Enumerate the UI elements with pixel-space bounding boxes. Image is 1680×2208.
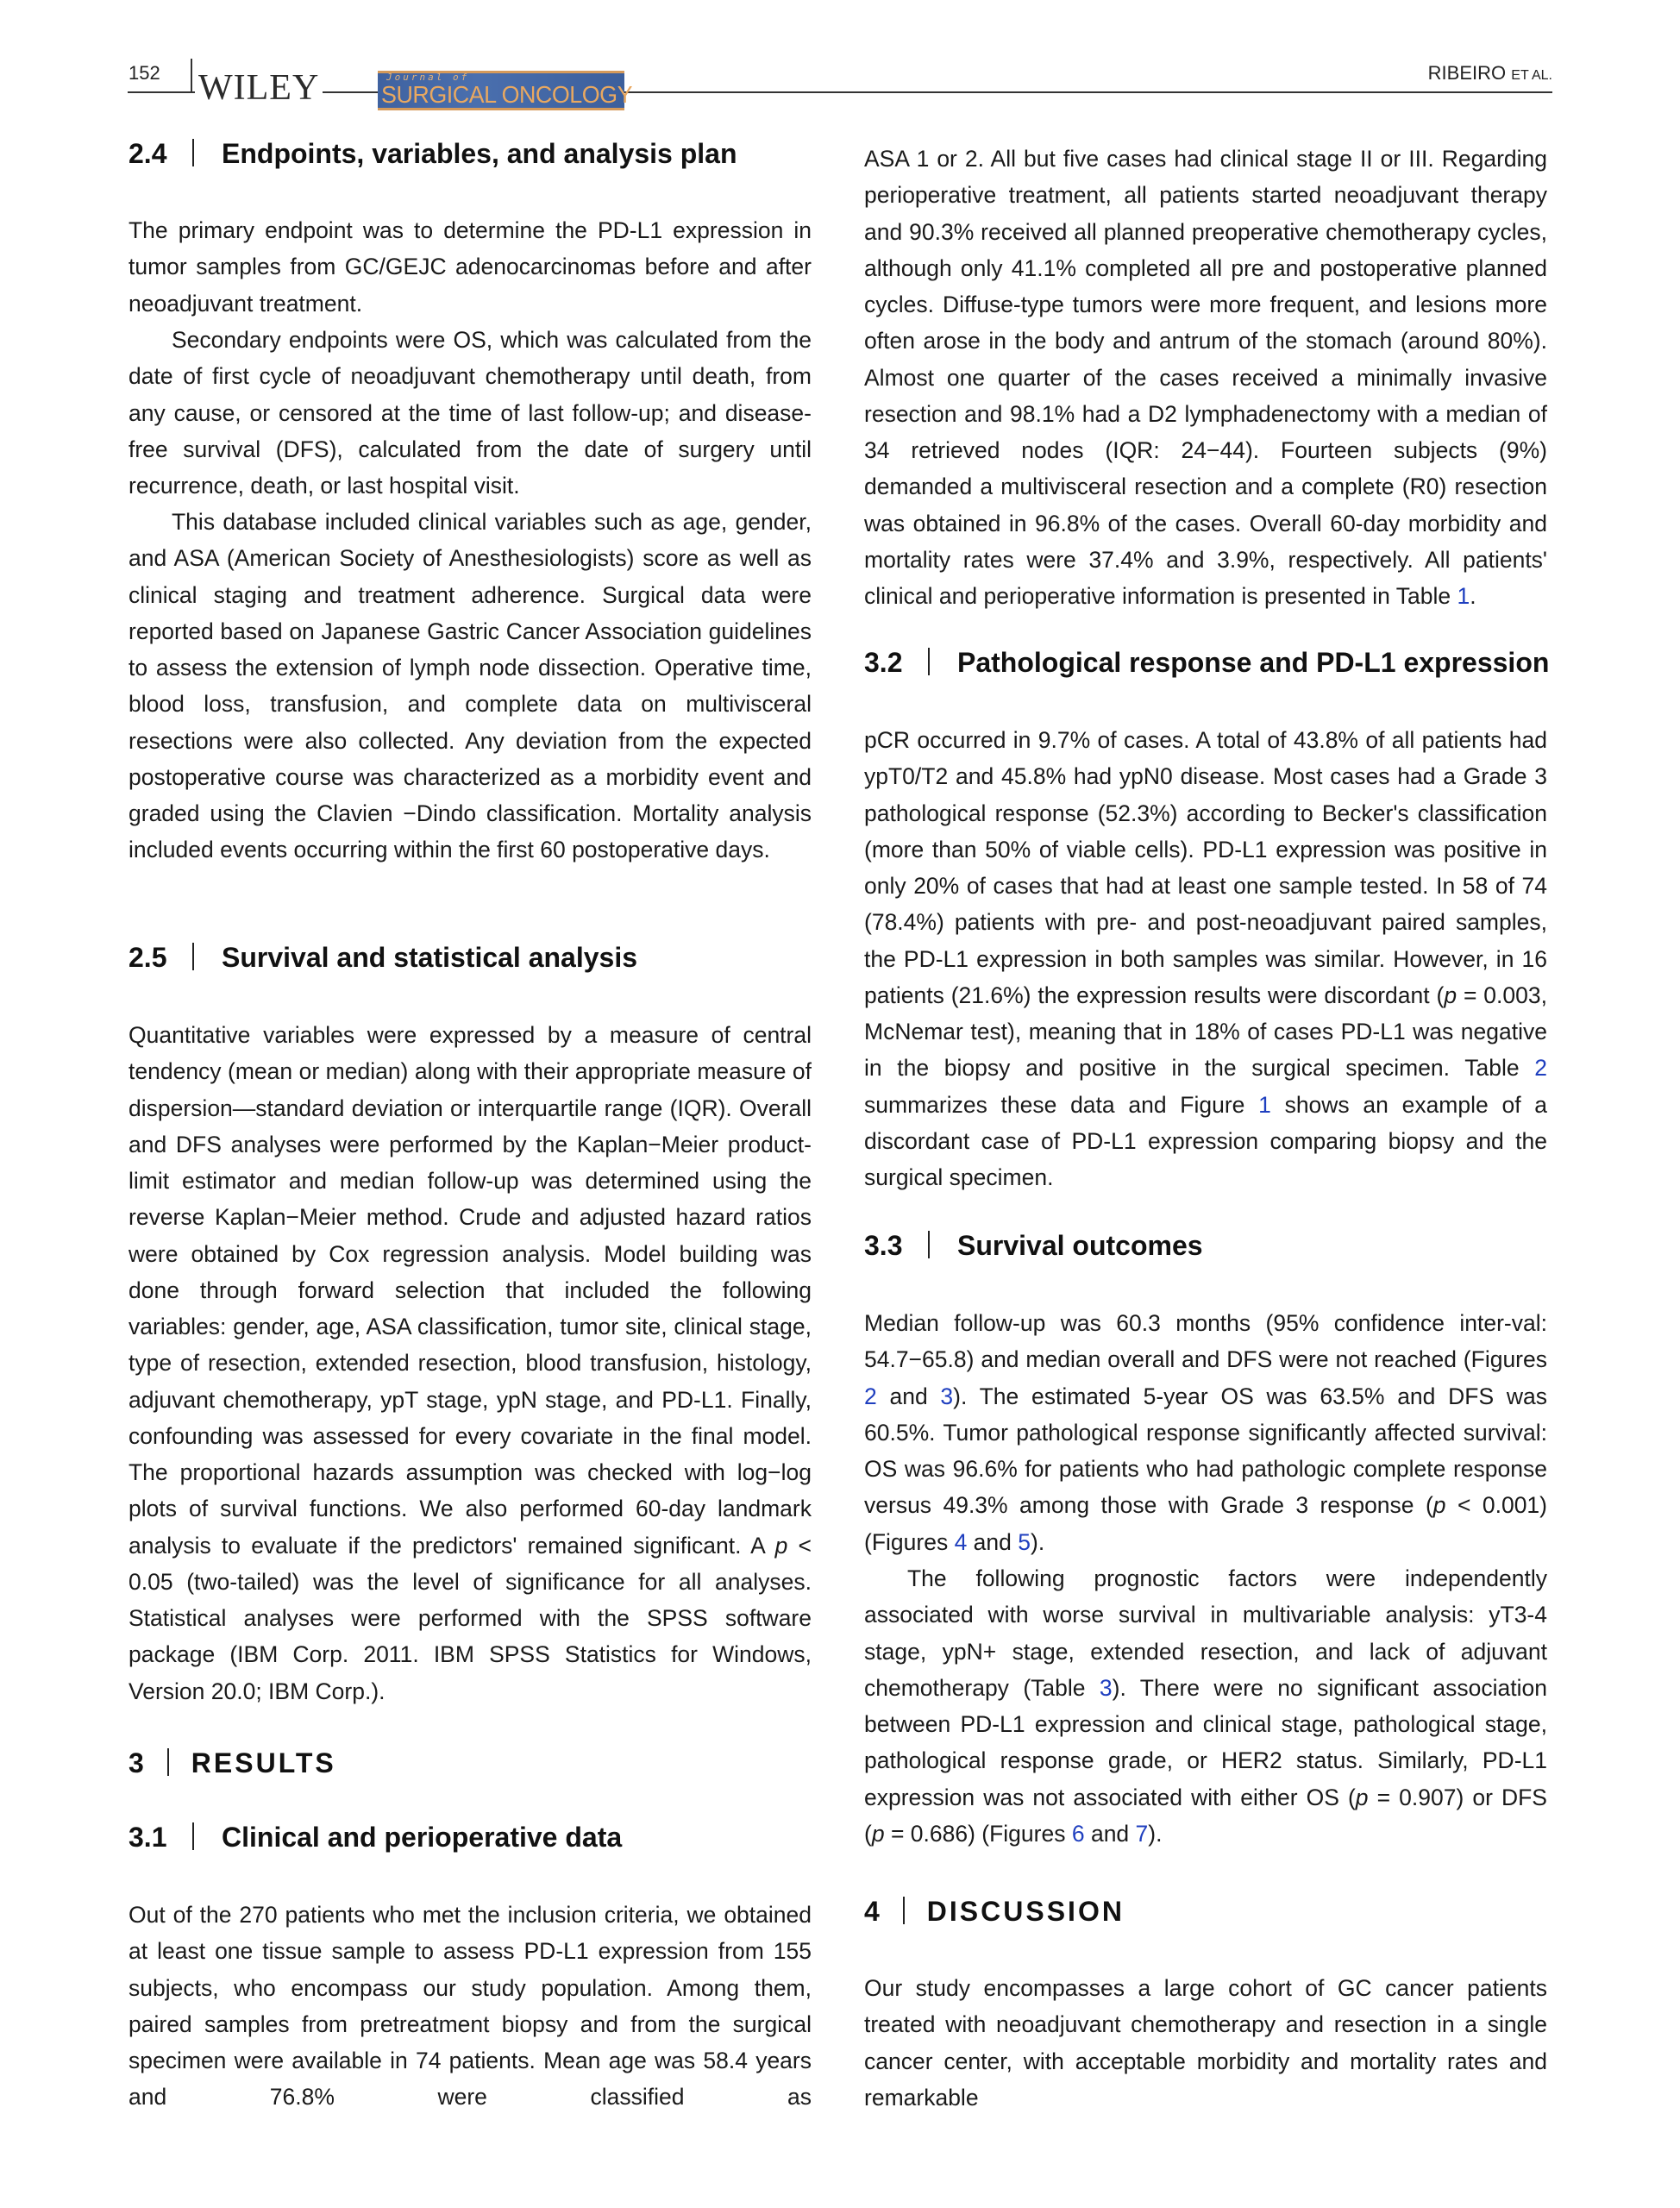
journal-logo-title: SURGICAL ONCOLOGY	[381, 81, 633, 108]
section-heading-3-3	[864, 1230, 1203, 1262]
section-number: 3.2	[864, 647, 903, 678]
author-name: RIBEIRO	[1427, 62, 1507, 84]
text-run: Median follow-up was 60.3 months (95% confidence inter-val: 54.7−65.8) and median overall and DFS were not reached (Figures	[864, 1310, 1547, 1373]
section-number: 2.5	[129, 942, 167, 973]
text-run: pCR occurred in 9.7% of cases. A total of 43.8% of all patients had ypT0/T2 and 45.8% had ypN0 disease. Most cases had a Grade 3 pathological response (52.3%) according to Becker's classification (more than 50% of viable cells). PD-L1 expression was positive in only 20% of cases that had at least one sample tested. In 58 of 74 (78.4%) patients with pre- and post-neoadjuvant paired samples, the PD-L1 expression in both samples was similar. However, in 16 patients (21.6%) the expression results were discordant (	[864, 727, 1547, 1008]
text-run: and	[1084, 1820, 1136, 1847]
logo-connector	[362, 91, 378, 93]
paragraph: Our study encompasses a large cohort of GC cancer patients treated with neoadjuvant chemotherapy and resection in a single cancer center, with acceptable morbidity and mortality rates and remarkable	[864, 1975, 1547, 2111]
section-title: Survival outcomes	[957, 1230, 1203, 1261]
heading-divider	[192, 943, 194, 970]
figure-reference-link[interactable]: 2	[864, 1383, 877, 1409]
figure-reference-link[interactable]: 3	[940, 1383, 954, 1409]
header-rule	[128, 91, 1552, 93]
paragraph: This database included clinical variables such as age, gender, and ASA (American Society of Anesthesiologists) score as well as clinical staging and treatment adherence. Surgical data were reported based on Japanese Gastric Cancer Association guidelines to assess the extension of lymph node dissection. Operative time, blood loss, transfusion, and complete data on multivisceral resections were also collected. Any deviation from the expected postoperative course was characterized as a morbidity event and graded using the Clavien −Dindo classification. Mortality analysis included events occurring within the first 60 postoperative days.	[129, 509, 812, 863]
paragraph	[864, 141, 1547, 614]
paragraph: The primary endpoint was to determine the PD-L1 expression in tumor samples from GC/GEJC adenocarcinomas before and after neoadjuvant treatment.	[129, 217, 812, 317]
section-heading-2-5	[129, 942, 637, 974]
p-value-symbol: p	[1432, 1492, 1446, 1519]
journal-logo-subtitle: Journal of	[386, 72, 470, 83]
section-heading-3	[129, 1747, 336, 1779]
text-run: ). There were no significant association between PD-L1 expression and clinical stage, pathological stage, pathological response grade, or HER2 status. Similarly, PD-L1 expression was not associated with either OS (	[864, 1674, 1547, 1810]
paragraph: Out of the 270 patients who met the inclusion criteria, we obtained at least one tissue sample to assess PD-L1 expression from 155 subjects, who encompass our study population. Among them, paired samples from pretreatment biopsy and from the surgical specimen were available in 74 patients. Mean age was 58.4 years and 76.8% were classified as	[129, 1902, 812, 2111]
heading-divider	[192, 1822, 194, 1850]
table-reference-link[interactable]: 2	[1534, 1055, 1547, 1082]
section-heading-3-2	[864, 647, 1549, 679]
text-run: summarizes these data and Figure	[864, 1091, 1259, 1118]
header-divider	[191, 59, 192, 93]
section-number: 3.3	[864, 1230, 903, 1261]
text-run: = 0.907) or DFS (	[864, 1784, 1547, 1847]
figure-reference-link[interactable]: 6	[1071, 1820, 1085, 1847]
page-number: 152	[129, 62, 160, 84]
figure-reference-link[interactable]: 1	[1258, 1091, 1271, 1118]
text-run: and	[967, 1528, 1019, 1555]
text-run: = 0.003, McNemar test), meaning that in 18% of cases PD-L1 was negative in the biopsy and positive in the surgical specimen. Table	[864, 982, 1547, 1082]
text-run: and	[876, 1383, 941, 1409]
heading-divider	[167, 1748, 169, 1776]
paragraph	[129, 1017, 812, 1709]
section-title: DISCUSSION	[926, 1896, 1125, 1927]
section-heading-3-1	[129, 1822, 622, 1854]
text-run: < 0.001) (Figures	[864, 1492, 1547, 1555]
figure-reference-link[interactable]: 4	[954, 1528, 968, 1555]
running-author	[1428, 62, 1552, 85]
figure-reference-link[interactable]: 7	[1135, 1820, 1149, 1847]
paragraph	[864, 1305, 1547, 1560]
text-run: ).	[1031, 1528, 1045, 1555]
publisher-logo: WILEY	[195, 69, 323, 107]
figure-reference-link[interactable]: 5	[1018, 1528, 1031, 1555]
text-run: < 0.05 (two-tailed) was the level of significance for all analyses. Statistical analyses were performed with the SPSS software package (IBM Corp. 2011. IBM SPSS Statistics for Windows, Version 20.0; IBM Corp.).	[129, 1532, 812, 1704]
section-title: RESULTS	[191, 1747, 336, 1778]
text-run: = 0.686) (Figures	[884, 1820, 1072, 1847]
paragraph: Secondary endpoints were OS, which was calculated from the date of first cycle of neoadjuvant chemotherapy until death, from any cause, or censored at the time of last follow-up; and disease-free survival (DFS), calculated from the date of surgery until recurrence, death, or last hospital visit.	[129, 327, 812, 499]
paragraph	[864, 1560, 1547, 1852]
text-run: .	[1470, 583, 1476, 609]
journal-logo	[378, 71, 633, 110]
p-value-symbol: p	[1444, 982, 1457, 1008]
author-suffix: ET AL.	[1511, 68, 1552, 83]
p-value-symbol: p	[774, 1532, 788, 1559]
text-run: Quantitative variables were expressed by a measure of central tendency (mean or median) along with their appropriate measure of dispersion—standard deviation or interquartile range (IQR). Overall and DFS analyses were performed by the Kaplan−Meier product-limit estimator and median follow-up was determined using the reverse Kaplan−Meier method. Crude and adjusted hazard ratios were obtained by Cox regression analysis. Model building was done through forward selection that included the following variables: gender, age, ASA classification, tumor site, clinical stage, type of resection, extended resection, blood transfusion, histology, adjuvant chemotherapy, ypT stage, ypN stage, and PD-L1. Finally, confounding was assessed for every covariate in the final model. The proportional hazards assumption was checked with log−log plots of survival functions. We also performed 60-day landmark analysis to evaluate if the predictors' remained significant. A	[129, 1022, 812, 1559]
section-number: 3	[129, 1747, 147, 1778]
section-number: 2.4	[129, 138, 167, 169]
p-value-symbol: p	[1355, 1784, 1369, 1810]
p-value-symbol: p	[871, 1820, 885, 1847]
section-title: Pathological response and PD-L1 expression	[957, 647, 1550, 678]
section-number: 4	[864, 1896, 882, 1927]
table-reference-link[interactable]: 1	[1457, 583, 1470, 609]
paragraph	[864, 722, 1547, 1195]
heading-divider	[903, 1897, 905, 1924]
text-run: ASA 1 or 2. All but five cases had clinical stage II or III. Regarding perioperative treatment, all patients started neoadjuvant therapy and 90.3% received all planned preoperative chemotherapy cycles, although only 41.1% completed all pre and postoperative planned cycles. Diffuse-type tumors were more frequent, and lesions more often arose in the body and antrum of the stomach (around 80%). Almost one quarter of the cases received a minimally invasive resection and 98.1% had a D2 lymphadenectomy with a median of 34 retrieved nodes (IQR: 24−44). Fourteen subjects (9%) demanded a multivisceral resection and a complete (R0) resection was obtained in 96.8% of the cases. Overall 60-day morbidity and mortality rates were 37.4% and 3.9%, respectively. All patients' clinical and perioperative information is presented in Table	[864, 146, 1547, 609]
section-title: Endpoints, variables, and analysis plan	[222, 138, 737, 169]
text-run: ). The estimated 5-year OS was 63.5% and DFS was 60.5%. Tumor pathological response significantly affected survival: OS was 96.6% for patients who had pathologic complete response versus 49.3% among those with Grade 3 response (	[864, 1383, 1547, 1519]
section-number: 3.1	[129, 1822, 167, 1853]
heading-divider	[928, 648, 930, 675]
text-run: ).	[1148, 1820, 1163, 1847]
heading-divider	[192, 139, 194, 166]
text-run: The following prognostic factors were independently associated with worse survival in multivariable analysis: yT3-4 stage, ypN+ stage, extended resection, and lack of adjuvant chemotherapy (Table	[864, 1565, 1547, 1701]
section-heading-2-4	[129, 138, 737, 170]
table-reference-link[interactable]: 3	[1099, 1674, 1113, 1701]
section-title: Survival and statistical analysis	[222, 942, 638, 973]
text-run: shows an example of a discordant case of PD-L1 expression comparing biopsy and the surgical specimen.	[864, 1091, 1547, 1190]
section-heading-4	[864, 1896, 1125, 1928]
section-title: Clinical and perioperative data	[222, 1822, 623, 1853]
heading-divider	[928, 1231, 930, 1258]
